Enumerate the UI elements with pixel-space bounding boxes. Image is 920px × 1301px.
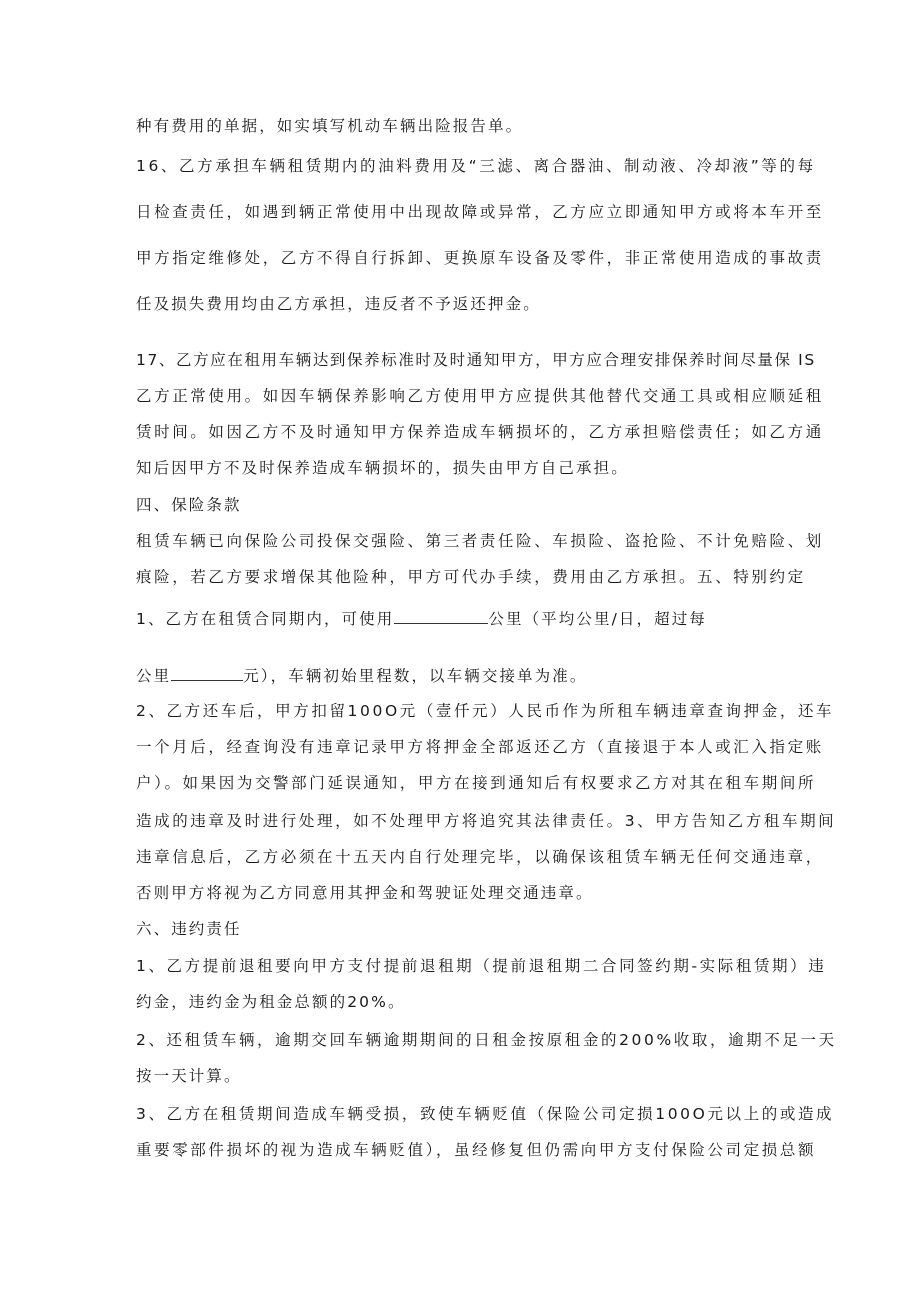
overage-fee-blank xyxy=(171,664,243,681)
paragraph-line: 违章信息后，乙方必须在十五天内自行处理完毕，以确保该租赁车辆无任何交通违章， xyxy=(136,848,824,866)
mileage-text-after: 公里（平均公里/日，超过每 xyxy=(488,610,707,628)
breach-clause-3-line: 3、乙方在租赁期间造成车辆受损，致使车辆贬值（保险公司定损100O元以上的或造成 xyxy=(136,1105,835,1123)
overage-text-after: 元），车辆初始里程数，以车辆交接单为准。 xyxy=(243,667,588,685)
section-heading-insurance: 四、保险条款 xyxy=(136,496,242,514)
clause-16-line: 16、乙方承担车辆租赁期内的油料费用及“三滤、离合器油、制动液、冷却液”等的每 xyxy=(136,157,816,175)
section-heading-breach: 六、违约责任 xyxy=(136,920,242,938)
paragraph-line: 否则甲方将视为乙方同意用其押金和驾驶证处理交通违章。 xyxy=(136,884,594,902)
mileage-limit-blank xyxy=(394,607,488,624)
paragraph-line: 甲方指定维修处，乙方不得自行拆卸、更换原车设备及零件，非正常使用造成的事故责 xyxy=(136,249,824,267)
breach-clause-2-line: 2、还租赁车辆，逾期交回车辆逾期期间的日租金按原租金的200%收取，逾期不足一天 xyxy=(136,1031,837,1049)
paragraph-line: 知后因甲方不及时保养造成车辆损坏的，损失由甲方自己承担。 xyxy=(136,459,629,477)
paragraph-line: 一个月后，经查询没有违章记录甲方将押金全部返还乙方（直接退于本人或汇入指定账 xyxy=(136,738,824,756)
paragraph-line: 赁时间。如因乙方不及时通知甲方保养造成车辆损坏的，乙方承担赔偿责任；如乙方通 xyxy=(136,423,824,441)
paragraph-line: 痕险，若乙方要求增保其他险种，甲方可代办手续，费用由乙方承担。五、特别约定 xyxy=(136,568,806,586)
clause-17-line: 17、乙方应在租用车辆达到保养标准时及时通知甲方，甲方应合理安排保养时间尽量保 IS xyxy=(136,351,816,369)
paragraph-line: 按一天计算。 xyxy=(136,1067,242,1085)
overage-text-before: 公里 xyxy=(136,667,172,685)
paragraph-line: 日检查责任，如遇到辆正常使用中出现故障或异常，乙方应立即通知甲方或将本车开至 xyxy=(136,203,824,221)
paragraph-line: 租赁车辆已向保险公司投保交强险、第三者责任险、车损险、盗抢险、不计免赔险、划 xyxy=(136,532,824,550)
paragraph-line: 任及损失费用均由乙方承担，违反者不予返还押金。 xyxy=(136,295,541,313)
clause-2-deposit-line: 2、乙方还车后，甲方扣留100O元（壹仟元）人民币作为所租车辆违章查询押金，还车 xyxy=(136,702,835,720)
clause-1-mileage-line xyxy=(136,607,796,630)
breach-clause-1-line: 1、乙方提前退租要向甲方支付提前退租期（提前退租期二合同签约期-实际租赁期）违 xyxy=(136,957,827,975)
paragraph-line: 户）。如果因为交警部门延误通知，甲方在接到通知后有权要求乙方对其在租车期间所 xyxy=(136,774,817,792)
overage-fee-line xyxy=(136,664,796,687)
paragraph-line: 约金，违约金为租金总额的20%。 xyxy=(136,993,406,1011)
paragraph-line: 乙方正常使用。如因车辆保养影响乙方使用甲方应提供其他替代交通工具或相应顺延租 xyxy=(136,387,824,405)
paragraph-line: 种有费用的单据，如实填写机动车辆出险报告单。 xyxy=(136,117,524,135)
mileage-text-before: 1、乙方在租赁合同期内，可使用 xyxy=(136,610,395,628)
paragraph-line: 重要零部件损坏的视为造成车辆贬值），虽经修复但仍需向甲方支付保险公司定损总额 xyxy=(136,1141,817,1159)
paragraph-line: 造成的违章及时进行处理，如不处理甲方将追究其法律责任。3、甲方告知乙方租车期间 xyxy=(136,812,837,830)
